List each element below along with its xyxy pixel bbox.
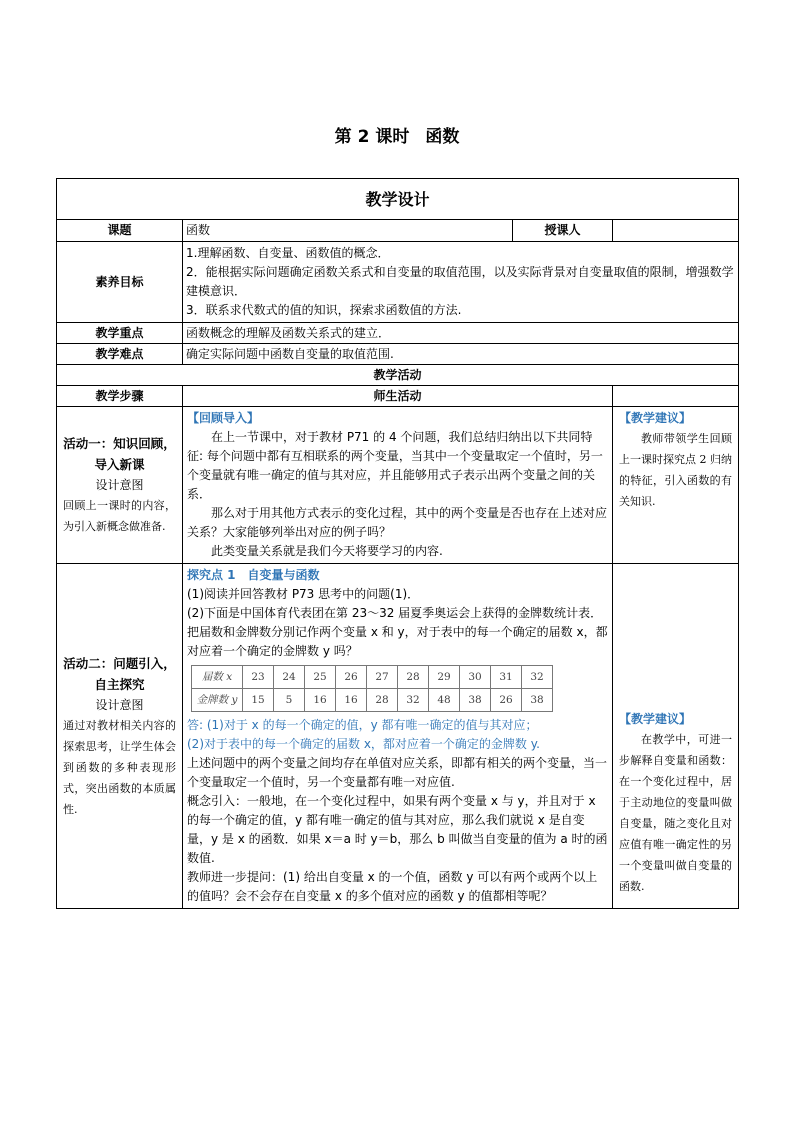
medal-session-cell: 27 <box>367 666 398 689</box>
activity2-section-title: 探究点 1 自变量与函数 <box>187 568 320 582</box>
activity2-answer-2: (2)对于表中的每一个确定的届数 x，都对应着一个确定的金牌数 y. <box>187 737 540 751</box>
medal-table-row2-label: 金牌数 y <box>192 689 243 712</box>
page-title-lesson: 第 2 课时 <box>334 127 410 147</box>
key-point-label: 教学重点 <box>57 323 183 344</box>
activity1-paragraph-1: 在上一节课中，对于教材 P71 的 4 个问题，我们总结归纳出以下共同特征: 每个问题中都有互相联系的两个变量，当其中一个变量取定一个值时，另一个变量就有唯一确定的值与其对应，并且能够用式子表示出两个变量之间的关系． <box>187 430 603 501</box>
activity2-concept: 概念引入：一般地，在一个变化过程中，如果有两个变量 x 与 y，并且对于 x 的每一个确定的值，y 都有唯一确定的值与其对应，那么我们就说 x 是自变量，y 是 x 的函数．如果 x＝a 时 y＝b，那么 b 叫做当自变量的值为 a 时的函数值. <box>187 794 608 865</box>
table-header: 教学设计 <box>57 179 739 220</box>
medal-gold-cell: 16 <box>336 689 367 712</box>
activity1-design-label: 设计意图 <box>95 478 144 492</box>
activity1-content <box>183 407 613 564</box>
medal-session-cell: 28 <box>398 666 429 689</box>
medal-session-cell: 29 <box>429 666 460 689</box>
activity2-suggestion-title: 【教学建议】 <box>619 712 692 726</box>
goal-line-2: 2．能根据实际问题确定函数关系式和自变量的取值范围，以及实际背景对自变量取值的限制，增强数学建模意识． <box>186 265 734 298</box>
activity1-paragraph-3: 此类变量关系就是我们今天将要学习的内容. <box>211 544 443 558</box>
difficulty-value: 确定实际问题中函数自变量的取值范围. <box>183 344 739 365</box>
medal-table <box>191 665 553 712</box>
activity1-title: 活动一：知识回顾，导入新课 <box>63 436 176 472</box>
goal-line-3: 3．联系求代数式的值的知识，探索求函数值的方法. <box>186 303 462 317</box>
activity1-design-text: 回顾上一课时的内容，为引入新概念做准备. <box>63 499 176 533</box>
activity2-content <box>183 564 613 909</box>
activity2-step-cell <box>57 564 183 909</box>
medal-table-row-sessions <box>192 666 553 689</box>
activity2-suggestion-text: 在教学中，可进一步解释自变量和函数：在一个变化过程中，居于主动地位的变量叫做自变量，随之变化且对应值有唯一确定性的另一个变量叫做自变量的函数. <box>619 733 733 893</box>
medal-gold-cell: 16 <box>305 689 336 712</box>
activity2-follow-up-question: 教师进一步提问：(1) 给出自变量 x 的一个值，函数 y 可以有两个或两个以上的值吗？会不会存在自变量 x 的多个值对应的函数 y 的值都相等呢？ <box>187 870 598 903</box>
medal-table-row1-label: 届数 x <box>192 666 243 689</box>
lesson-plan-table <box>56 178 739 909</box>
activity2-question-1: (1)阅读并回答教材 P73 思考中的问题(1)． <box>187 587 420 601</box>
teacher-label: 授课人 <box>513 220 613 242</box>
medal-session-cell: 31 <box>491 666 522 689</box>
activity1-suggestion-title: 【教学建议】 <box>619 411 692 425</box>
activity1-section-title: 【回顾导入】 <box>187 411 260 425</box>
activity1-step-cell <box>57 407 183 564</box>
topic-label: 课题 <box>57 220 183 242</box>
medal-session-cell: 25 <box>305 666 336 689</box>
medal-gold-cell: 28 <box>367 689 398 712</box>
page-title <box>0 122 794 147</box>
topic-value: 函数 <box>183 220 513 242</box>
medal-gold-cell: 26 <box>491 689 522 712</box>
medal-gold-cell: 38 <box>522 689 553 712</box>
goals-content <box>183 242 739 323</box>
medal-session-cell: 32 <box>522 666 553 689</box>
medal-gold-cell: 38 <box>460 689 491 712</box>
medal-gold-cell: 15 <box>243 689 274 712</box>
activity2-suggestion-cell <box>613 564 739 909</box>
steps-label: 教学步骤 <box>57 386 183 407</box>
activity2-title: 活动二：问题引入，自主探究 <box>63 655 176 692</box>
key-point-value: 函数概念的理解及函数关系式的建立． <box>183 323 739 344</box>
medal-gold-cell: 5 <box>274 689 305 712</box>
page-title-topic: 函数 <box>425 127 460 147</box>
activity1-suggestion-cell <box>613 407 739 564</box>
activities-header: 教学活动 <box>57 365 739 386</box>
teacher-student-label: 师生活动 <box>183 386 613 407</box>
medal-gold-cell: 48 <box>429 689 460 712</box>
activity2-question-2: (2)下面是中国体育代表团在第 23～32 届夏季奥运会上获得的金牌数统计表．把届数和金牌数分别记作两个变量 x 和 y，对于表中的每一个确定的届数 x，都对应着一个确定的金牌数 y 吗？ <box>187 606 608 658</box>
medal-gold-cell: 32 <box>398 689 429 712</box>
activity1-paragraph-2: 那么对于用其他方式表示的变化过程，其中的两个变量是否也存在上述对应关系？大家能够列举出对应的例子吗？ <box>187 506 608 539</box>
medal-session-cell: 30 <box>460 666 491 689</box>
goals-label: 素养目标 <box>57 242 183 323</box>
activity2-answer-1: 答: (1)对于 x 的每一个确定的值，y 都有唯一确定的值与其对应； <box>187 718 538 732</box>
goal-line-1: 1.理解函数、自变量、函数值的概念． <box>186 246 390 260</box>
activity2-design-label: 设计意图 <box>95 697 144 712</box>
medal-session-cell: 26 <box>336 666 367 689</box>
teacher-value <box>613 220 739 242</box>
activity1-suggestion-text: 教师带领学生回顾上一课时探究点 2 归纳的特征，引入函数的有关知识. <box>619 432 733 508</box>
activity2-design-text: 通过对教材相关内容的探索思考，让学生体会到函数的多种表现形式，突出函数的本质属性. <box>63 718 176 816</box>
difficulty-label: 教学难点 <box>57 344 183 365</box>
activity2-summary: 上述问题中的两个变量之间均存在单值对应关系，即都有相关的两个变量，当一个变量取定一个值时，另一个变量都有唯一对应值. <box>187 756 608 789</box>
medal-session-cell: 23 <box>243 666 274 689</box>
empty-cell <box>613 386 739 407</box>
medal-session-cell: 24 <box>274 666 305 689</box>
medal-table-row-golds <box>192 689 553 712</box>
